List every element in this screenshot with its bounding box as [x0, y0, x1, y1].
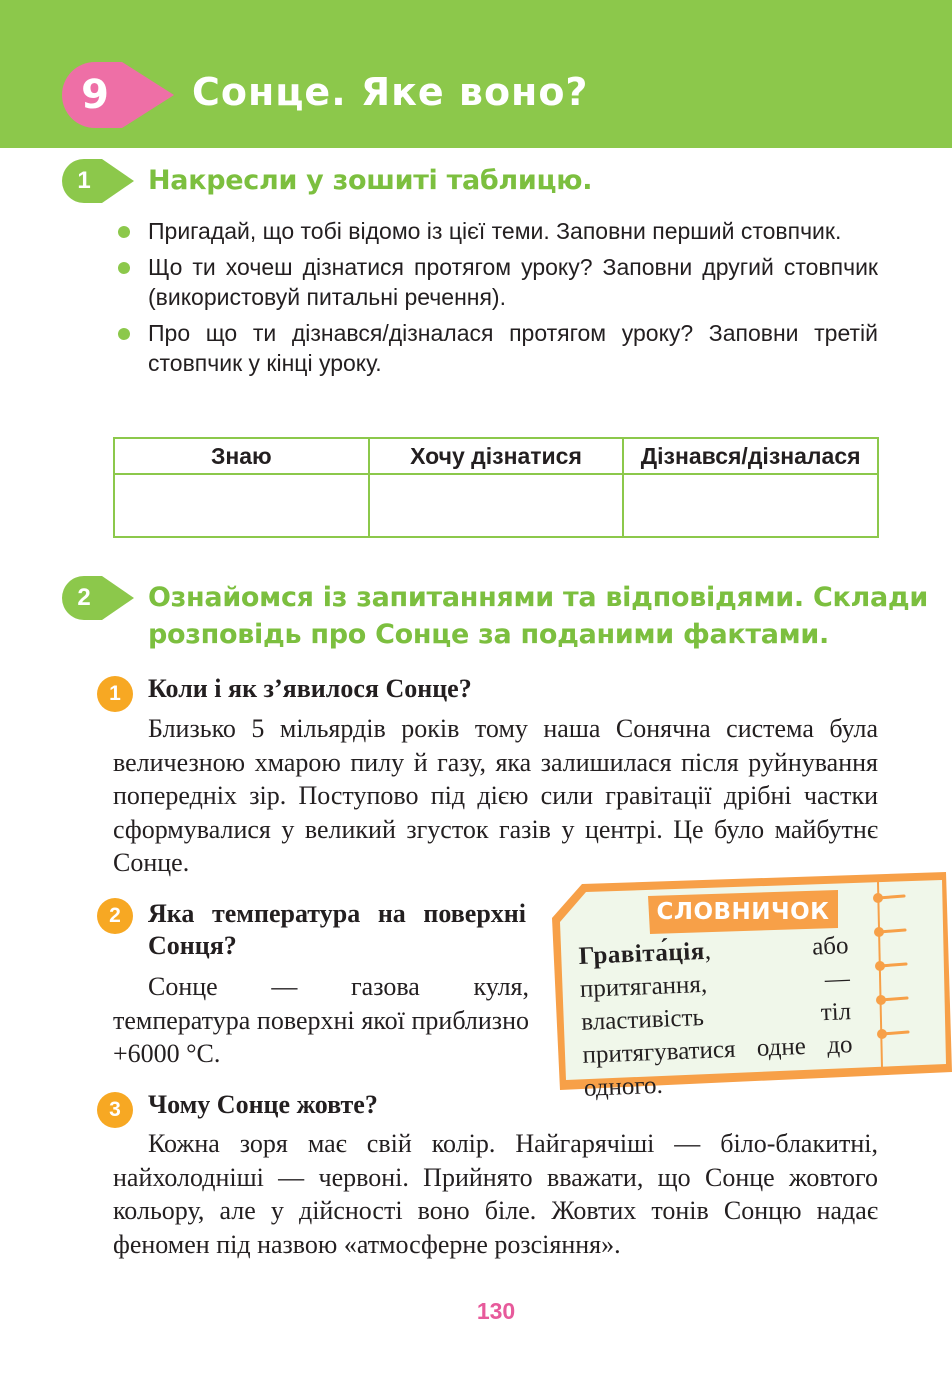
task-1-bullet-list: [116, 216, 878, 384]
table-cell-empty: [114, 474, 369, 537]
question-3-badge: 3: [97, 1092, 133, 1128]
column-header-know: Знаю: [114, 438, 369, 474]
task-2-instruction-line-1: Ознайомся із запитаннями та відповідями. Склади: [148, 582, 929, 613]
task-1-number: 1: [77, 167, 91, 194]
vocabulary-label: СЛОВНИЧОК: [656, 899, 830, 925]
kwl-table: [113, 437, 879, 538]
bullet-item: Пригадай, що тобі відомо із цієї теми. Заповни перший стовпчик.: [116, 216, 878, 246]
table-header-row: [114, 438, 878, 474]
vocabulary-definition: [578, 929, 854, 1105]
lesson-number: 9: [81, 72, 109, 118]
question-1-badge: 1: [97, 676, 133, 712]
question-2-badge: 2: [97, 898, 133, 934]
column-header-want: Хочу дізнатися: [369, 438, 624, 474]
task-2-instruction-line-2: розповідь про Сонце за поданими фактами.: [148, 619, 830, 650]
question-3-answer: Кожна зоря має свій колір. Найгарячіші — біло-блакитні, найхолодніші — червоні. Прийнято вважати, що Сонце жовтого кольору, але у дійсності воно біле. Жовтих тонів Сонцю надає феномен під назвою «атмосферне розсіяння».: [113, 1129, 878, 1259]
table-cell-empty: [623, 474, 878, 537]
table-cell-empty: [369, 474, 624, 537]
vocabulary-definition-text: , або притягання, — властивість тіл притягуватися одне до одного.: [579, 932, 853, 1102]
question-3-title: Чому Сонце жовте?: [148, 1090, 378, 1119]
bullet-dot-icon: [118, 226, 130, 238]
question-2-answer: Сонце — газова куля, температура поверхні якої приблизно +6000 °С.: [113, 972, 529, 1068]
question-1-title: Коли і як з’явилося Сонце?: [148, 674, 472, 703]
task-2-number: 2: [77, 584, 91, 611]
bullet-dot-icon: [118, 328, 130, 340]
vocabulary-term: Гравіта́ція: [578, 937, 706, 970]
bullet-item: Що ти хочеш дізнатися протягом уроку? Заповни другий стовпчик (використовуй питальні речення).: [116, 252, 878, 312]
question-2-title: Яка температура на поверхні Сонця?: [148, 899, 526, 960]
column-header-learned: Дізнався/дізналася: [623, 438, 878, 474]
bullet-dot-icon: [118, 262, 130, 274]
lesson-title: Сонце. Яке воно?: [192, 70, 589, 114]
table-row: [114, 474, 878, 537]
question-1-answer: Близько 5 мільярдів років тому наша Сонячна система була величезною хмарою пилу й газу, яка залишилася після руйнування попередніх зір. Поступово під дією сили гравітації дрібні частки сформувалися у великий згусток газів у центрі. Це було майбутнє Сонце.: [113, 714, 878, 877]
page-number: 130: [476, 1298, 516, 1324]
task-1-instruction: Накресли у зошиті таблицю.: [148, 165, 593, 196]
bullet-item: Про що ти дізнався/дізналася протягом уроку? Заповни третій стовпчик у кінці уроку.: [116, 318, 878, 378]
